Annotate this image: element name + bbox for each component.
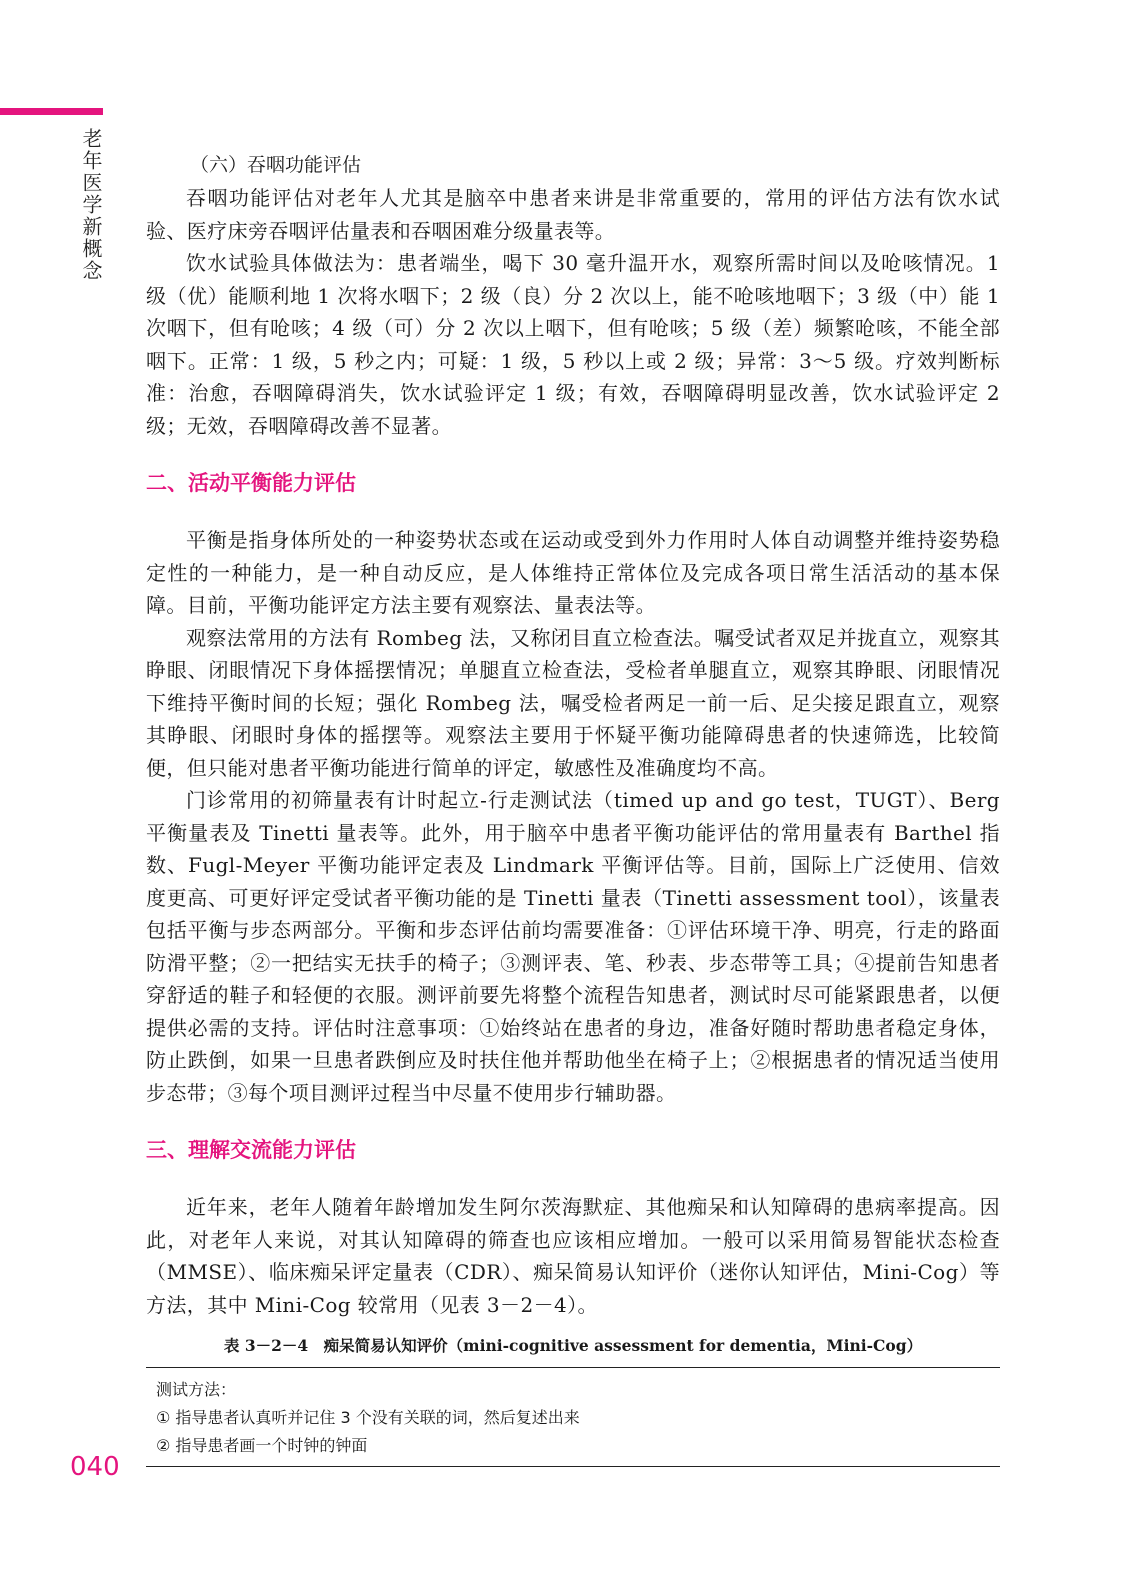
table-row: 测试方法： bbox=[156, 1380, 237, 1399]
table-caption: 表 3－2－4 痴呆简易认知评价（mini-cognitive assessment for dementia，Mini-Cog） bbox=[223, 1336, 923, 1355]
table-row: ② 指导患者画一个时钟的钟面 bbox=[156, 1436, 368, 1455]
table bbox=[146, 1367, 1000, 1467]
paragraph: 平衡是指身体所处的一种姿势状态或在运动或受到外力作用时人体自动调整并维持姿势稳定性的一种能力，是一种自动反应，是人体维持正常体位及完成各项日常生活活动的基本保障。目前，平衡功能评定方法主要有观察法、量表法等。 bbox=[146, 528, 1000, 617]
table-row: ① 指导患者认真听并记住 3 个没有关联的词，然后复述出来 bbox=[156, 1408, 580, 1427]
paragraph: 门诊常用的初筛量表有计时起立-行走测试法（timed up and go test，TUGT）、Berg 平衡量表及 Tinetti 量表等。此外，用于脑卒中患者平衡功能评估的常用量表有 Barthel 指数、Fugl-Meyer 平衡功能评定表及 Lindmark 平衡评估等。目前，国际上广泛使用、信效度更高、可更好评定受试者平衡功能的是 Tinetti 量表（Tinetti assessment tool），该量表包括平衡与步态两部分。平衡和步态评估前均需要准备：①评估环境干净、明亮，行走的路面防滑平整；②一把结实无扶手的椅子；③测评表、笔、秒表、步态带等工具；④提前告知患者穿舒适的鞋子和轻便的衣服。测评前要先将整个流程告知患者，测试时尽可能紧跟患者，以便提供必需的支持。评估时注意事项：①始终站在患者的身边，准备好随时帮助患者稳定身体，防止跌倒，如果一旦患者跌倒应及时扶住他并帮助他坐在椅子上；②根据患者的情况适当使用步态带；③每个项目测评过程当中尽量不使用步行辅助器。 bbox=[146, 788, 1000, 1105]
book-title: 老年医学新概念 bbox=[79, 128, 103, 282]
section-heading-communication: 三、理解交流能力评估 bbox=[146, 1138, 356, 1162]
paragraph: 观察法常用的方法有 Rombeg 法，又称闭目直立检查法。嘱受试者双足并拢直立，观察其睁眼、闭眼情况下身体摇摆情况；单腿直立检查法，受检者单腿直立，观察其睁眼、闭眼情况下维持平衡时间的长短；强化 Rombeg 法，嘱受检者两足一前一后、足尖接足跟直立，观察其睁眼、闭眼时身体的摇摆等。观察法主要用于怀疑平衡功能障碍患者的快速筛选，比较简便，但只能对患者平衡功能进行简单的评定，敏感性及准确度均不高。 bbox=[146, 625, 1000, 780]
page-number: 040 bbox=[70, 1452, 120, 1482]
page-content bbox=[146, 150, 1000, 1467]
paragraph: 饮水试验具体做法为：患者端坐，喝下 30 毫升温开水，观察所需时间以及呛咳情况。1 级（优）能顺利地 1 次将水咽下；2 级（良）分 2 次以上，能不呛咳地咽下；3 级（中）能 1 次咽下，但有呛咳；4 级（可）分 2 次以上咽下，但有呛咳；5 级（差）频繁呛咳，不能全部咽下。正常：1 级，5 秒之内；可疑：1 级，5 秒以上或 2 级；异常：3～5 级。疗效判断标准：治愈，吞咽障碍消失，饮水试验评定 1 级；有效，吞咽障碍明显改善，饮水试验评定 2 级；无效，吞咽障碍改善不显著。 bbox=[146, 251, 1000, 438]
accent-bar bbox=[0, 108, 103, 115]
section-heading-balance: 二、活动平衡能力评估 bbox=[146, 471, 356, 495]
paragraph: 近年来，老年人随着年龄增加发生阿尔茨海默症、其他痴呆和认知障碍的患病率提高。因此，对老年人来说，对其认知障碍的筛查也应该相应增加。一般可以采用简易智能状态检查（MMSE）、临床痴呆评定量表（CDR）、痴呆简易认知评价（迷你认知评估，Mini-Cog）等方法，其中 Mini-Cog 较常用（见表 3－2－4）。 bbox=[146, 1195, 1000, 1317]
paragraph: 吞咽功能评估对老年人尤其是脑卒中患者来讲是非常重要的，常用的评估方法有饮水试验、医疗床旁吞咽评估量表和吞咽困难分级量表等。 bbox=[146, 186, 1000, 243]
subsection-heading-swallow: （六）吞咽功能评估 bbox=[190, 154, 362, 176]
